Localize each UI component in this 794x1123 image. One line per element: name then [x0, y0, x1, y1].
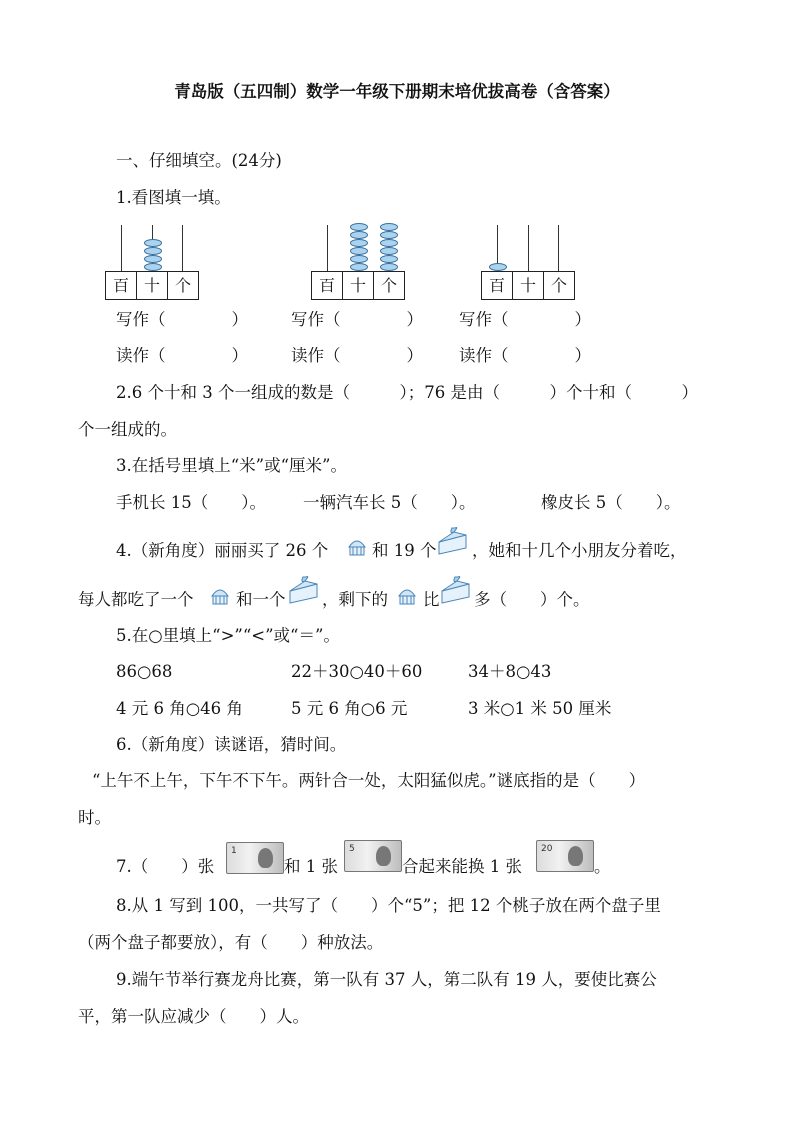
abacus-bead — [380, 247, 398, 255]
question-1: 1.看图填一填。 — [116, 188, 231, 207]
banknote-value: 5 — [349, 844, 355, 854]
q4-text-1: 4.（新角度）丽丽买了 26 个 — [116, 541, 329, 560]
question-6: 6.（新角度）读谜语，猜时间。 — [116, 735, 347, 754]
abacus-bead — [144, 255, 162, 263]
q7-text-3: 合起来能换 1 张 — [402, 857, 522, 876]
question-3: 3.在括号里填上“米”或“厘米”。 — [116, 456, 347, 475]
write-as-2: 写作（ ） — [291, 310, 423, 329]
abacus-bead — [144, 247, 162, 255]
hundreds-label: 百 — [312, 272, 343, 299]
question-2-line-1: 2.6 个十和 3 个一组成的数是（ ）；76 是由（ ）个十和（ ） — [116, 383, 698, 402]
q5-compare-4: 4 元 6 角○46 角 — [116, 699, 243, 718]
cupcake-icon — [344, 535, 370, 557]
rod-hundreds — [327, 225, 328, 271]
page-title: 青岛版（五四制）数学一年级下册期末培优拔高卷（含答案） — [174, 82, 620, 101]
cake-slice-icon — [439, 575, 473, 605]
q7-text-4: 。 — [594, 857, 611, 876]
q6-riddle-end: 时。 — [78, 808, 111, 827]
question-9-line-1: 9.端午节举行赛龙舟比赛，第一队有 37 人，第二队有 19 人，要使比赛公 — [116, 970, 657, 989]
cupcake-icon — [394, 584, 420, 606]
ones-label: 个 — [550, 276, 567, 295]
q4-text-7: 比 — [423, 590, 440, 609]
abacus-bead — [489, 263, 507, 271]
question-8-line-2: （两个盘子都要放），有（ ）种放法。 — [78, 933, 384, 952]
q5-compare-6: 3 米○1 米 50 厘米 — [468, 699, 612, 718]
q5-compare-3: 34＋8○43 — [468, 662, 552, 681]
q5-compare-2: 22＋30○40＋60 — [291, 662, 423, 681]
read-as-2: 读作（ ） — [291, 346, 423, 365]
q5-compare-1: 86○68 — [116, 662, 173, 681]
q6-riddle: “上午不上午，下午不下午。两针合一处，太阳猛似虎。”谜底指的是（ ） — [92, 771, 646, 790]
question-5: 5.在○里填上“>”“<”或“＝”。 — [116, 626, 340, 645]
place-value-row — [481, 271, 575, 300]
abacus-bead — [144, 239, 162, 247]
q5-compare-5: 5 元 6 角○6 元 — [291, 699, 408, 718]
place-value-row — [311, 271, 405, 300]
abacus-bead — [144, 263, 162, 271]
tens-label: 十 — [137, 272, 168, 299]
q4-text-3: ，她和十几个小朋友分着吃， — [472, 541, 687, 560]
write-as-3: 写作（ ） — [459, 310, 591, 329]
write-as-1: 写作（ ） — [116, 310, 248, 329]
abacus-bead — [350, 247, 368, 255]
rod-ones — [182, 225, 183, 271]
cupcake-icon — [207, 584, 233, 606]
hundreds-label: 百 — [482, 272, 513, 299]
abacus-bead — [380, 255, 398, 263]
abacus-bead — [350, 263, 368, 271]
q7-text-1: 7.（ ）张 — [116, 857, 215, 876]
question-8-line-1: 8.从 1 写到 100，一共写了（ ）个“5”；把 12 个桃子放在两个盘子里 — [116, 896, 661, 915]
abacus-bead — [380, 231, 398, 239]
question-2-line-2: 个一组成的。 — [78, 420, 177, 439]
place-value-row — [105, 271, 199, 300]
rod-hundreds — [121, 225, 122, 271]
banknote-1-yuan-icon — [226, 842, 284, 874]
abacus-bead — [350, 255, 368, 263]
q7-text-2: 和 1 张 — [284, 857, 338, 876]
read-as-1: 读作（ ） — [116, 346, 248, 365]
abacus-bead — [350, 231, 368, 239]
section-heading: 一、仔细填空。(24分) — [116, 151, 282, 170]
q4-text-4: 每人都吃了一个 — [78, 590, 194, 609]
banknote-5-yuan-icon — [344, 840, 402, 872]
rod-ones — [558, 225, 559, 271]
cake-slice-icon — [287, 575, 321, 605]
ones-label: 个 — [174, 276, 191, 295]
hundreds-label: 百 — [106, 272, 137, 299]
abacus-1 — [105, 225, 197, 299]
banknote-value: 1 — [231, 846, 237, 856]
question-9-line-2: 平，第一队应减少（ ）人。 — [78, 1007, 309, 1026]
read-as-3: 读作（ ） — [459, 346, 591, 365]
q3-item-car: 一辆汽车长 5（ ）。 — [303, 493, 476, 512]
q4-text-5: 和一个 — [236, 590, 286, 609]
abacus-bead — [350, 223, 368, 231]
abacus-bead — [380, 239, 398, 247]
abacus-3 — [481, 225, 573, 299]
q4-text-8: 多（ ）个。 — [474, 590, 590, 609]
rod-tens — [528, 225, 529, 271]
abacus-bead — [350, 239, 368, 247]
banknote-20-yuan-icon — [536, 840, 594, 872]
q4-text-2: 和 19 个 — [372, 541, 437, 560]
q4-text-6: ，剩下的 — [322, 590, 388, 609]
abacus-2 — [311, 225, 403, 299]
banknote-value: 20 — [541, 844, 553, 854]
ones-label: 个 — [380, 276, 397, 295]
q3-item-phone: 手机长 15（ ）。 — [116, 493, 266, 512]
q3-item-eraser: 橡皮长 5（ ）。 — [541, 493, 681, 512]
tens-label: 十 — [513, 272, 544, 299]
cake-slice-icon — [436, 526, 470, 556]
abacus-bead — [380, 263, 398, 271]
abacus-bead — [380, 223, 398, 231]
tens-label: 十 — [343, 272, 374, 299]
